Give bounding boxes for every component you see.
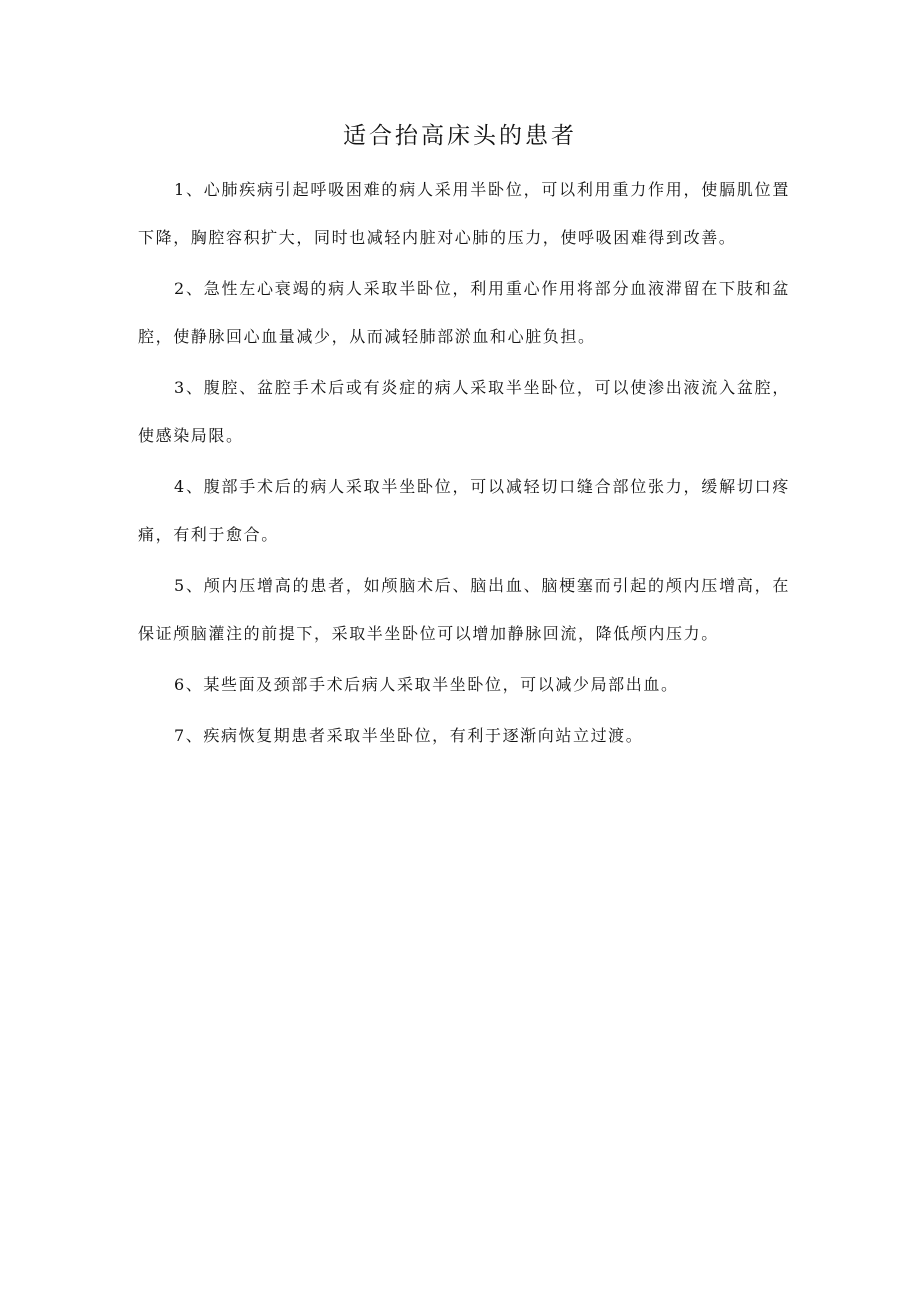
paragraph-7: 7、疾病恢复期患者采取半坐卧位，有利于逐渐向站立过渡。: [174, 726, 644, 745]
paragraph-4: 4、腹部手术后的病人采取半坐卧位，可以减轻切口缝合部位张力，缓解切口疼痛，有利于愈合。: [138, 477, 790, 544]
paragraph-5: 5、颅内压增高的患者，如颅脑术后、脑出血、脑梗塞而引起的颅内压增高，在保证颅脑灌注的前提下，采取半坐卧位可以增加静脉回流，降低颅内压力。: [138, 576, 790, 643]
paragraph-6: 6、某些面及颈部手术后病人采取半坐卧位，可以减少局部出血。: [174, 675, 679, 694]
page-title: 适合抬高床头的患者: [343, 123, 577, 149]
paragraph-2: 2、急性左心衰竭的病人采取半卧位，利用重心作用将部分血液滞留在下肢和盆腔，使静脉回心血量减少，从而减轻肺部淤血和心脏负担。: [138, 279, 790, 346]
document-body: [138, 166, 790, 763]
paragraph-1: 1、心肺疾病引起呼吸困难的病人采用半卧位，可以利用重力作用，使膈肌位置下降，胸腔容积扩大，同时也减轻内脏对心肺的压力，使呼吸困难得到改善。: [138, 180, 790, 247]
paragraph-3: 3、腹腔、盆腔手术后或有炎症的病人采取半坐卧位，可以使渗出液流入盆腔，使感染局限。: [138, 378, 790, 445]
